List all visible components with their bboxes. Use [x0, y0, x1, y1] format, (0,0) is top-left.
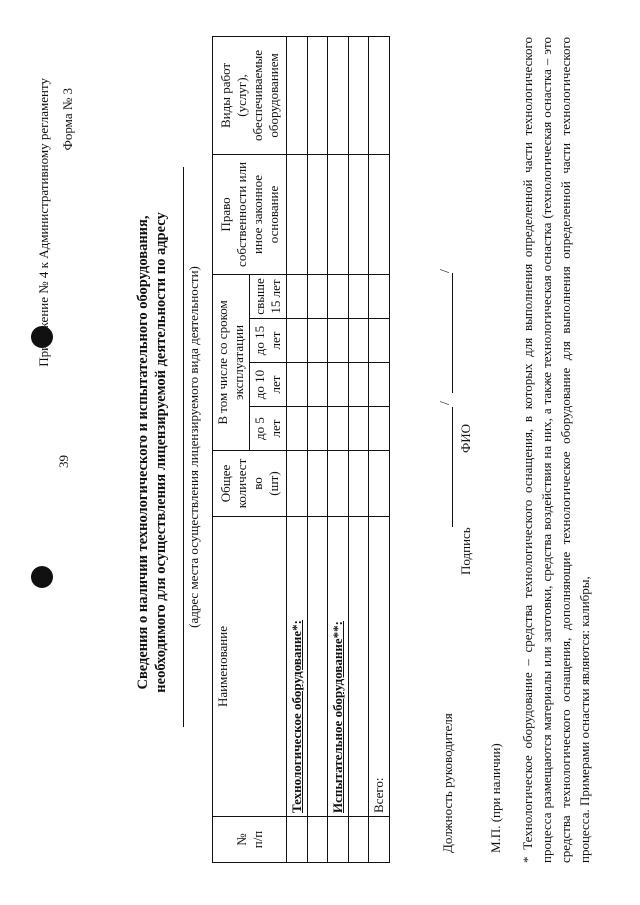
table-row-total [369, 36, 390, 862]
table-row-tech-section [287, 36, 308, 862]
col-header-up-to-5: до 5 лет [250, 407, 287, 451]
col-header-number: № п/п [213, 817, 287, 863]
col-header-service-group: В том числе со сроком эксплуатации [213, 274, 250, 450]
total-label: Всего: [369, 517, 390, 817]
form-number: Форма № 3 [60, 88, 75, 151]
col-header-over-15: свыше 15 лет [250, 274, 287, 318]
name-caption: ФИО [458, 423, 473, 453]
equipment-table [212, 36, 390, 863]
address-caption: (адрес места осуществления лицензируемого вида деятельности) [186, 266, 201, 628]
stamp-label: М.П. (при наличии) [488, 743, 503, 853]
position-label: Должность руководителя [440, 713, 455, 853]
table-header-row-1 [213, 36, 250, 862]
footnote: * Технологическое оборудование – средства технологического оснащения, в которых для выполнения определенной части технологического процесса размещаются материалы или заготовки, средства воздействия на них, а также технологическая оснастка (технологическая оснастка – это средства технологического оснащения, дополняющие технологическое оборудование для выполнения определенной части технологического процесса. Примерами оснастки являются: калибры, [520, 37, 592, 863]
document-title [134, 0, 170, 905]
table-row-empty [308, 36, 328, 862]
signature-slash-1: / [438, 401, 453, 405]
title-line-2: необходимого для осуществления лицензируемой деятельности по адресу [153, 212, 169, 693]
address-line [183, 167, 184, 727]
col-header-up-to-10: до 10 лет [250, 363, 287, 407]
title-line-1: Сведения о наличии технологического и испытательного оборудования, [135, 215, 151, 690]
signature-caption: Подпись [458, 527, 473, 575]
col-header-total: Общее количест во (шт) [213, 451, 287, 517]
page-number: 39 [56, 455, 71, 468]
col-header-works: Виды работ (услуг), обеспечиваемые оборудованием [213, 36, 287, 154]
signature-slash-2: / [438, 269, 453, 273]
col-header-right: Право собственности или иное законное основание [213, 154, 287, 274]
test-section-label: Испытательное оборудование**: [328, 517, 349, 817]
col-header-up-to-15: до 15 лет [250, 319, 287, 363]
tech-section-label: Технологическое оборудование*: [287, 517, 308, 817]
table-row-test-section [328, 36, 349, 862]
signature-line [452, 407, 453, 527]
name-line [452, 273, 453, 393]
col-header-name: Наименование [213, 517, 287, 817]
table-row-empty [349, 36, 369, 862]
appendix-reference: Приложение № 4 к Административному регламенту [36, 78, 51, 367]
